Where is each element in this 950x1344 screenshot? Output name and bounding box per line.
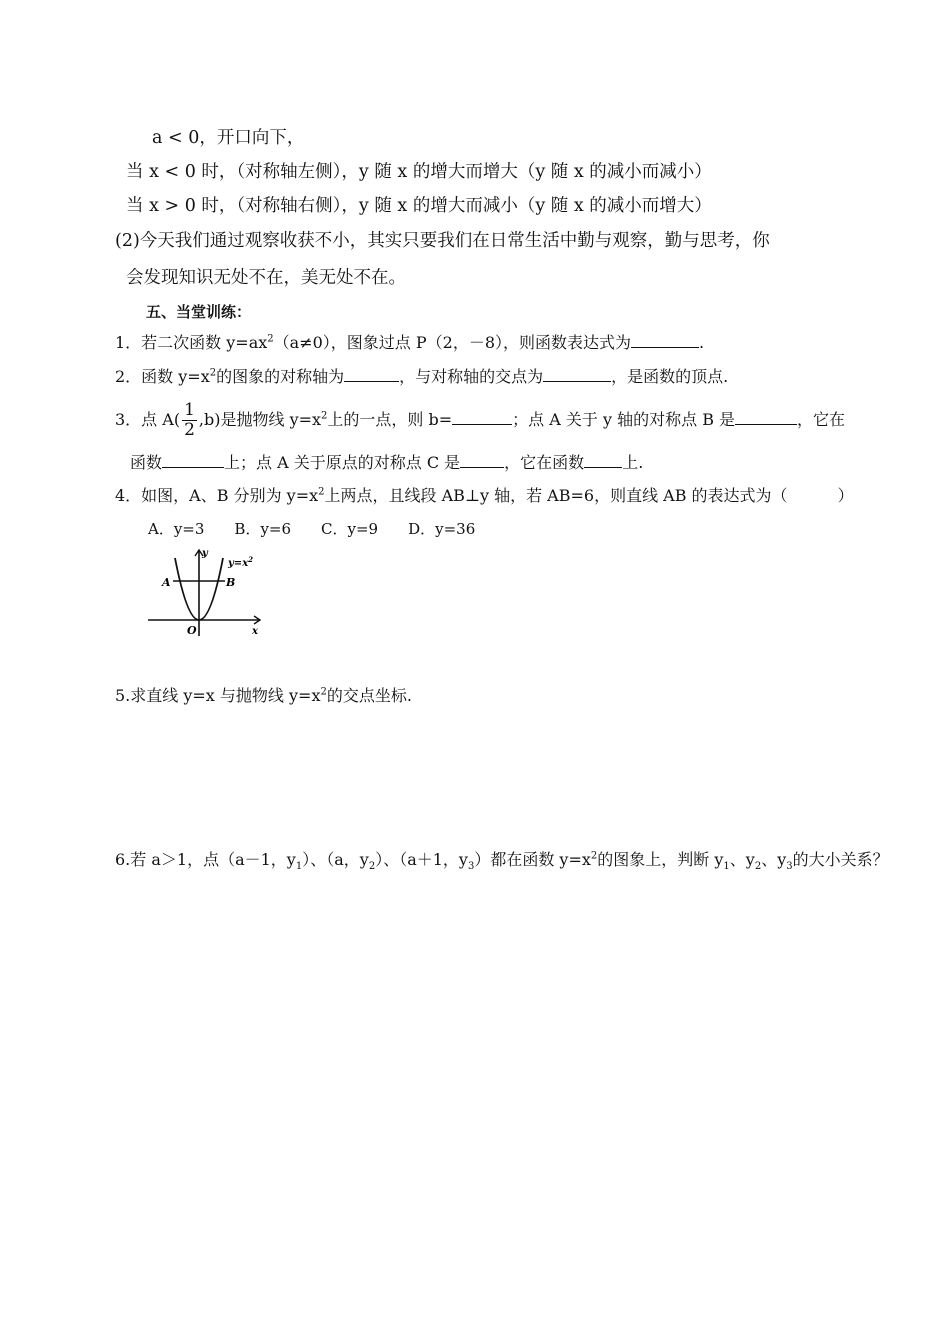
- curve-label-sup: 2: [248, 555, 254, 564]
- q3-text-h: ，它在函数: [504, 453, 585, 472]
- q6-text-d: ）都在函数 y=x: [474, 850, 591, 869]
- q6-text-h: 的大小关系？: [792, 850, 889, 869]
- q1-text-b: （a≠0），图象过点 P（2，－8），则函数表达式为: [273, 333, 631, 352]
- q2-text-a: 2．函数 y=x: [115, 367, 210, 386]
- label-a: A: [162, 576, 171, 589]
- parabola-figure: [144, 544, 266, 638]
- q3-frac-denominator: 2: [184, 420, 195, 440]
- q6-text-e: 的图象上，判断 y: [597, 850, 724, 869]
- q6-sup: 2: [590, 850, 598, 862]
- q4-text-a: 4．如图，A、B 分别为 y=x: [115, 486, 319, 505]
- q3-point-b-blank[interactable]: [735, 410, 797, 425]
- q3-text-f: 函数: [130, 453, 163, 472]
- q6-text-f: 、y: [729, 850, 755, 869]
- label-x: x: [252, 626, 258, 637]
- question-2: [115, 367, 728, 387]
- q4-option-a[interactable]: A．y=3: [148, 520, 205, 538]
- q3-function-c-blank[interactable]: [584, 453, 622, 468]
- q2-sup: 2: [209, 367, 217, 379]
- q2-text-c: ，与对称轴的交点为: [399, 367, 544, 386]
- label-b: B: [226, 576, 236, 589]
- q3-function-blank[interactable]: [162, 453, 224, 468]
- question-5: [115, 686, 412, 706]
- question-1: [115, 333, 704, 353]
- q4-sup: 2: [318, 486, 325, 498]
- q2-text-d: ，是函数的顶点.: [611, 367, 729, 386]
- summary-line-3: 当 x > 0 时，（对称轴右侧），y 随 x 的增大而减小（y 随 x 的减小而增大）: [126, 196, 712, 216]
- q6-sub-t3: 3: [786, 861, 793, 873]
- summary-line-2: 当 x < 0 时，（对称轴左侧），y 随 x 的增大而增大（y 随 x 的减小而减小）: [126, 162, 712, 182]
- section-title: 五、当堂训练：: [146, 303, 252, 321]
- q3-fraction: [182, 401, 197, 440]
- q6-text-g: 、y: [761, 850, 787, 869]
- summary-line-5: 会发现知识无处不在，美无处不在。: [126, 268, 406, 288]
- q3-text-e: ，它在: [797, 410, 846, 429]
- q6-sub-1: 1: [295, 861, 303, 873]
- q3-text-g: 上；点 A 关于原点的对称点 C 是: [224, 453, 461, 472]
- q4-text-c: ）: [837, 486, 854, 505]
- q3-text-d: ；点 A 关于 y 轴的对称点 B 是: [512, 410, 736, 429]
- q4-text-b: 上两点，且线段 AB⊥y 轴，若 AB=6，则直线 AB 的表达式为（: [324, 486, 788, 505]
- q2-intersection-blank[interactable]: [543, 367, 611, 382]
- q6-sub-3: 3: [467, 861, 475, 873]
- q5-sup: 2: [320, 686, 327, 698]
- curve-label-text: y=x: [228, 558, 249, 569]
- q3-b-blank[interactable]: [452, 410, 512, 425]
- q5-text-a: 5.求直线 y=x 与抛物线 y=x: [115, 686, 321, 705]
- q6-text-b: ）、（a，y: [302, 850, 369, 869]
- q6-sub-t2: 2: [754, 861, 762, 873]
- q3-sup: 2: [321, 410, 328, 422]
- question-3-cont: [130, 453, 643, 473]
- summary-line-1: a < 0，开口向下，: [152, 128, 305, 148]
- q6-text-c: ）、（a＋1，y: [375, 850, 468, 869]
- q2-text-b: 的图象的对称轴为: [216, 367, 345, 386]
- q1-answer-blank[interactable]: [631, 333, 699, 348]
- q2-axis-blank[interactable]: [344, 367, 399, 382]
- curve-label: [227, 555, 253, 569]
- question-4: [115, 486, 854, 506]
- q4-option-b[interactable]: B．y=6: [234, 520, 292, 538]
- label-o: O: [187, 624, 197, 637]
- question-6: [115, 850, 889, 873]
- q3-point-c-blank[interactable]: [460, 453, 504, 468]
- q3-text-c: 上的一点，则 b=: [327, 410, 453, 429]
- question-3: [115, 400, 845, 440]
- q5-text-b: 的交点坐标.: [326, 686, 412, 705]
- q4-option-c[interactable]: C．y=9: [321, 520, 379, 538]
- q3-text-b: ,b)是抛物线 y=x: [198, 410, 322, 429]
- q1-text-a: 1．若二次函数 y=ax: [115, 333, 268, 352]
- q4-options: [148, 519, 505, 539]
- q6-sub-2: 2: [368, 861, 376, 873]
- q1-sup: 2: [267, 333, 274, 345]
- q3-text-a: 3．点 A(: [115, 410, 181, 429]
- label-y: y: [202, 548, 208, 559]
- q3-frac-numerator: 1: [184, 400, 195, 420]
- q3-text-i: 上.: [622, 453, 644, 472]
- q1-text-c: .: [699, 333, 705, 352]
- q6-text-a: 6.若 a＞1，点（a－1，y: [115, 850, 296, 869]
- summary-line-4: (2)今天我们通过观察收获不小，其实只要我们在日常生活中勤与观察，勤与思考，你: [115, 231, 770, 251]
- q4-option-d[interactable]: D．y=36: [408, 520, 476, 538]
- q6-sub-t1: 1: [723, 861, 730, 873]
